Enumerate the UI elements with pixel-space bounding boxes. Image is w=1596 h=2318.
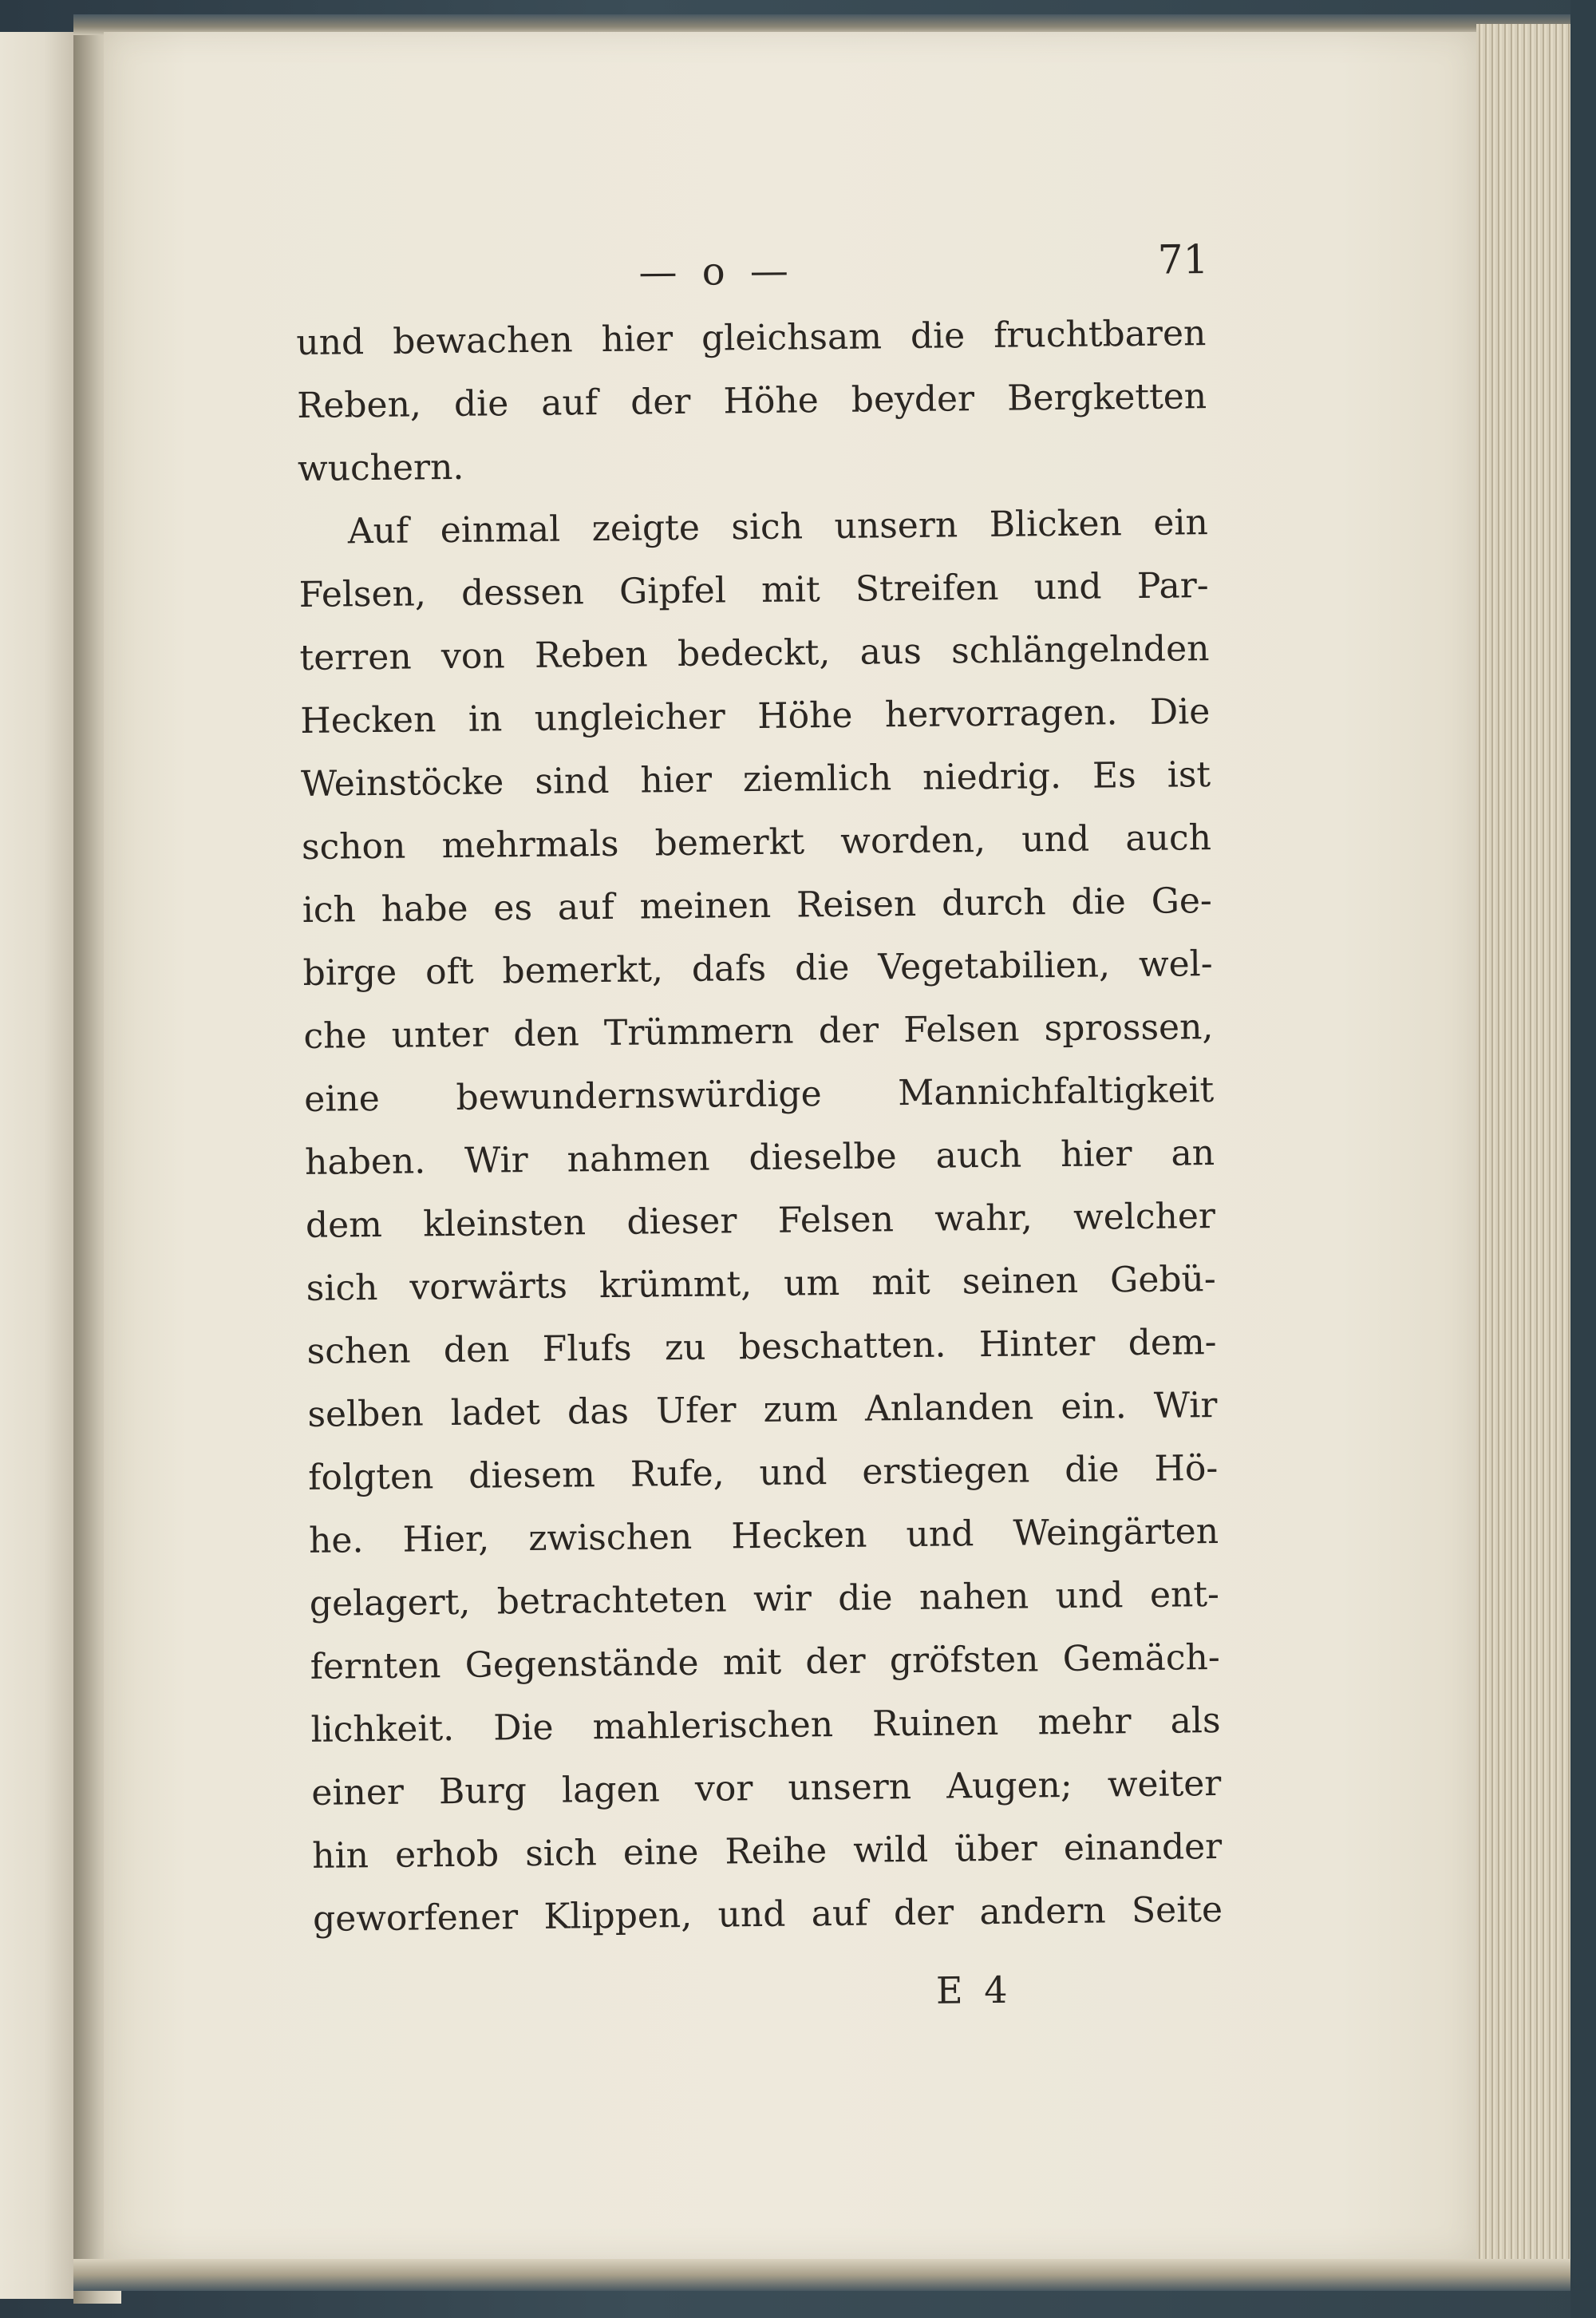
text-line: Hecken in ungleicher Höhe hervorragen. Die bbox=[300, 691, 1211, 742]
text-line: fernten Gegenstände mit der gröfsten Gemäch- bbox=[310, 1636, 1220, 1687]
text-line: he. Hier, zwischen Hecken und Weingärten bbox=[308, 1510, 1219, 1561]
text-line: lichkeit. Die mahlerischen Ruinen mehr als bbox=[310, 1699, 1221, 1750]
bottom-book-edge bbox=[73, 2259, 1570, 2291]
text-line: terren von Reben bedeckt, aus schlängelnden bbox=[299, 628, 1210, 678]
text-line: folgten diesem Rufe, und erstiegen die Hö- bbox=[307, 1447, 1219, 1498]
text-line: wuchern. bbox=[297, 446, 464, 489]
text-line: che unter den Trümmern der Felsen sprossen, bbox=[303, 1007, 1214, 1057]
text-line: sich vorwärts krümmt, um mit seinen Gebü- bbox=[306, 1258, 1216, 1309]
text-line: schen den Flufs zu beschatten. Hinter dem- bbox=[306, 1321, 1217, 1372]
head-ornament: — o — bbox=[638, 248, 796, 295]
text-line: hin erhob sich eine Reihe wild über einander bbox=[311, 1826, 1223, 1877]
text-line: haben. Wir nahmen dieselbe auch hier an bbox=[304, 1133, 1215, 1183]
text-line: dem kleinsten dieser Felsen wahr, welcher bbox=[305, 1195, 1216, 1246]
book-cover-edge bbox=[1570, 0, 1596, 2318]
text-line: einer Burg lagen vor unsern Augen; weiter bbox=[311, 1762, 1222, 1814]
text-line: eine bewundernswürdige Mannichfaltigkeit bbox=[304, 1070, 1215, 1120]
text-line: birge oft bemerkt, dafs die Vegetabilien, wel- bbox=[302, 943, 1213, 994]
text-line: Weinstöcke sind hier ziemlich niedrig. Es ist bbox=[300, 754, 1211, 805]
page-text-block bbox=[295, 230, 1223, 2012]
text-line: ich habe es auf meinen Reisen durch die Ge- bbox=[302, 880, 1213, 931]
text-line: geworfener Klippen, und auf der andern Seite bbox=[312, 1889, 1223, 1940]
text-line: selben ladet das Ufer zum Anlanden ein. Wir bbox=[307, 1384, 1218, 1435]
text-line: Reben, die auf der Höhe beyder Bergketten bbox=[296, 376, 1207, 426]
body-text bbox=[296, 302, 1223, 1951]
page-number: 71 bbox=[1157, 236, 1209, 283]
text-line: und bewachen hier gleichsam die fruchtbaren bbox=[296, 313, 1207, 363]
running-head bbox=[295, 230, 1209, 311]
page-block-edges bbox=[1476, 24, 1575, 2275]
text-line: schon mehrmals bemerkt worden, und auch bbox=[301, 817, 1212, 868]
text-line: Auf einmal zeigte sich unsern Blicken ein bbox=[347, 502, 1209, 552]
left-facing-page-edge bbox=[0, 32, 76, 2299]
text-line: gelagert, betrachteten wir die nahen und ent- bbox=[309, 1573, 1220, 1624]
signature-mark: E 4 bbox=[935, 1968, 1013, 2012]
text-line: Felsen, dessen Gipfel mit Streifen und Par- bbox=[298, 565, 1209, 615]
